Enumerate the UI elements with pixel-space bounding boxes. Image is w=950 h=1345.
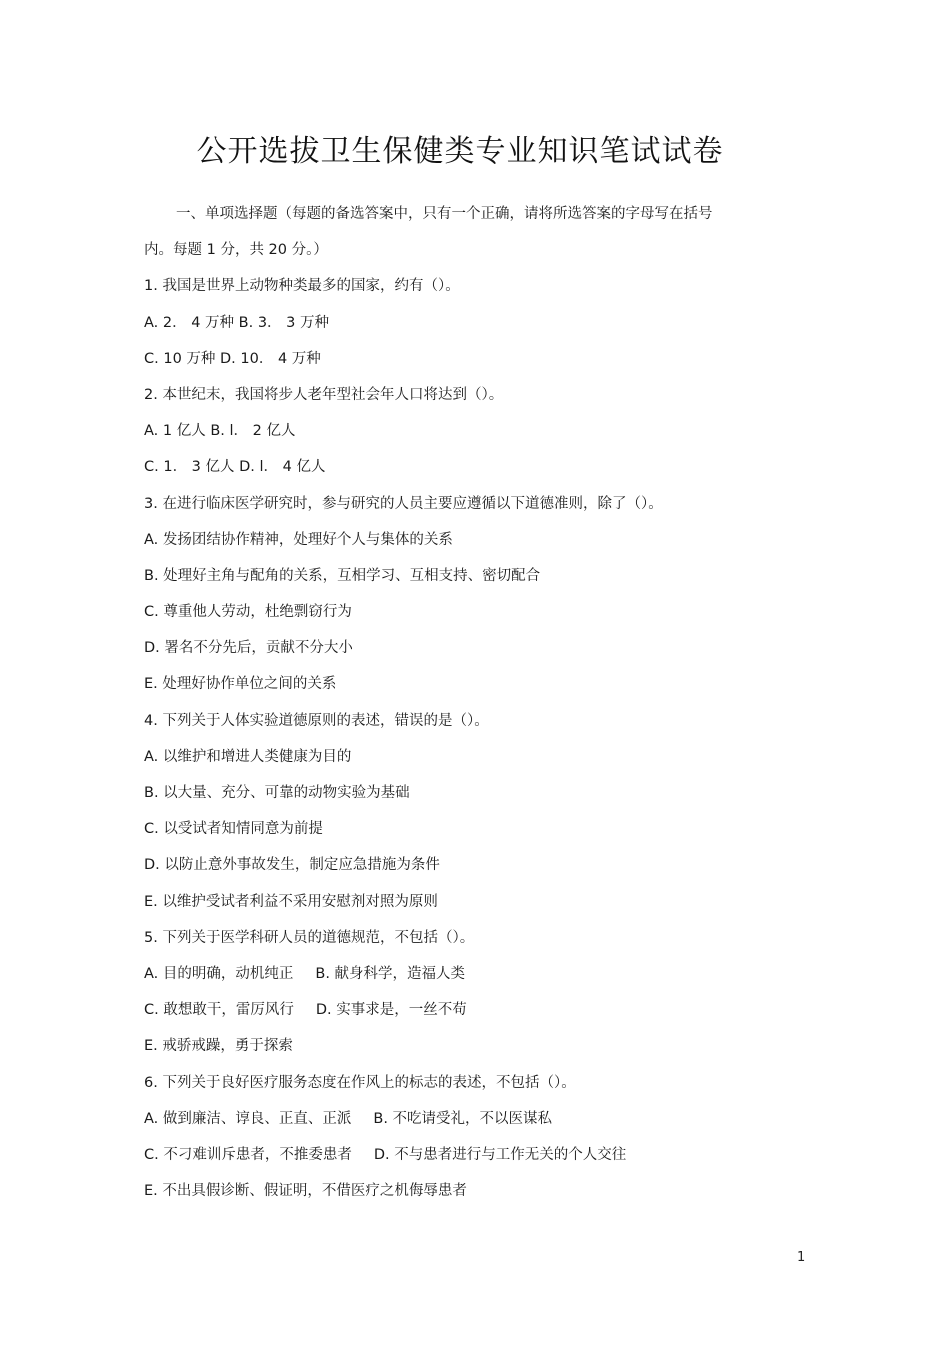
answer-option-line	[144, 636, 754, 672]
answer-option: A. 做到廉洁、谆良、正直、正派	[144, 1110, 352, 1127]
answer-option-line	[144, 419, 754, 455]
answer-option: E. 处理好协作单位之间的关系	[144, 676, 337, 693]
answer-option-line	[144, 745, 754, 781]
answer-option-line	[144, 455, 754, 491]
question-section	[144, 202, 754, 1215]
answer-option: B. 以大量、充分、可靠的动物实验为基础	[144, 785, 410, 801]
answer-option: D. 以防止意外事故发生，制定应急措施为条件	[144, 857, 440, 874]
page-number: 1	[797, 1250, 806, 1265]
answer-option: E. 不出具假诊断、假证明，不借医疗之机侮辱患者	[144, 1183, 467, 1200]
answer-option-line	[144, 564, 754, 600]
answer-option: D. 不与患者进行与工作无关的个人交往	[373, 1146, 627, 1163]
answer-option-line	[144, 962, 754, 998]
answer-option-line	[144, 1107, 754, 1143]
question-stem: 5. 下列关于医学科研人员的道德规范，不包括（）。	[144, 929, 475, 946]
question-stem: 2. 本世纪末，我国将步人老年型社会年人口将达到（）。	[144, 386, 504, 403]
section-intro-line-2: 内。每题 1 分，共 20 分。）	[144, 242, 328, 259]
answer-option: B. 不吃请受礼，不以医谋私	[373, 1110, 553, 1127]
answer-option: C. 尊重他人劳动，杜绝剽窃行为	[144, 604, 352, 621]
question-list	[144, 274, 754, 1215]
answer-option: E. 以维护受试者利益不采用安慰剂对照为原则	[144, 893, 438, 910]
answer-option-line	[144, 311, 754, 347]
answer-option: C. 敢想敢干，雷厉风行	[144, 1002, 294, 1019]
answer-option-line	[144, 890, 754, 926]
answer-option-line	[144, 672, 754, 708]
answer-option: A. 1 亿人 B. l． 2 亿人	[144, 423, 296, 440]
answer-option: D. 署名不分先后，贡献不分大小	[144, 640, 353, 657]
section-intro-line-1: 一、单项选择题（每题的备选答案中，只有一个正确，请将所选答案的字母写在括号	[176, 206, 713, 222]
answer-option: B. 处理好主角与配角的关系，互相学习、互相支持、密切配合	[144, 567, 541, 584]
answer-option: A. 2． 4 万种 B. 3． 3 万种	[144, 314, 329, 331]
answer-option-line	[144, 1034, 754, 1070]
answer-option: C. 1． 3 亿人 D. l． 4 亿人	[144, 459, 326, 476]
answer-option-line	[144, 347, 754, 383]
answer-option: E. 戒骄戒躁，勇于探索	[144, 1038, 293, 1055]
answer-option: D. 实事求是，一丝不苟	[315, 1002, 467, 1019]
question-stem: 6. 下列关于良好医疗服务态度在作风上的标志的表述，不包括（）。	[144, 1074, 576, 1091]
answer-option: C. 以受试者知情同意为前提	[144, 821, 323, 838]
answer-option-line	[144, 600, 754, 636]
answer-option: A. 发扬团结协作精神，处理好个人与集体的关系	[144, 531, 453, 548]
answer-option-line	[144, 998, 754, 1034]
answer-option: A. 以维护和增进人类健康为目的	[144, 748, 352, 765]
answer-option-line	[144, 1143, 754, 1179]
question-stem: 3. 在进行临床医学研究时，参与研究的人员主要应遵循以下道德准则，除了（）。	[144, 495, 663, 512]
answer-option-line	[144, 781, 754, 817]
answer-option: C. 不刁难训斥患者，不推委患者	[144, 1146, 352, 1163]
answer-option-line	[144, 528, 754, 564]
question-stem: 4. 下列关于人体实验道德原则的表述，错误的是（）。	[144, 712, 489, 729]
document-title: 公开选拔卫生保健类专业知识笔试试卷	[196, 134, 724, 169]
answer-option: B. 献身科学，造福人类	[315, 965, 466, 982]
question-stem: 1. 我国是世界上动物种类最多的国家，约有（）。	[144, 278, 460, 295]
answer-option-line	[144, 853, 754, 889]
answer-option: A. 目的明确，动机纯正	[144, 965, 294, 982]
answer-option-line	[144, 817, 754, 853]
answer-option-line	[144, 1179, 754, 1215]
answer-option: C. 10 万种 D. 10． 4 万种	[144, 350, 321, 367]
